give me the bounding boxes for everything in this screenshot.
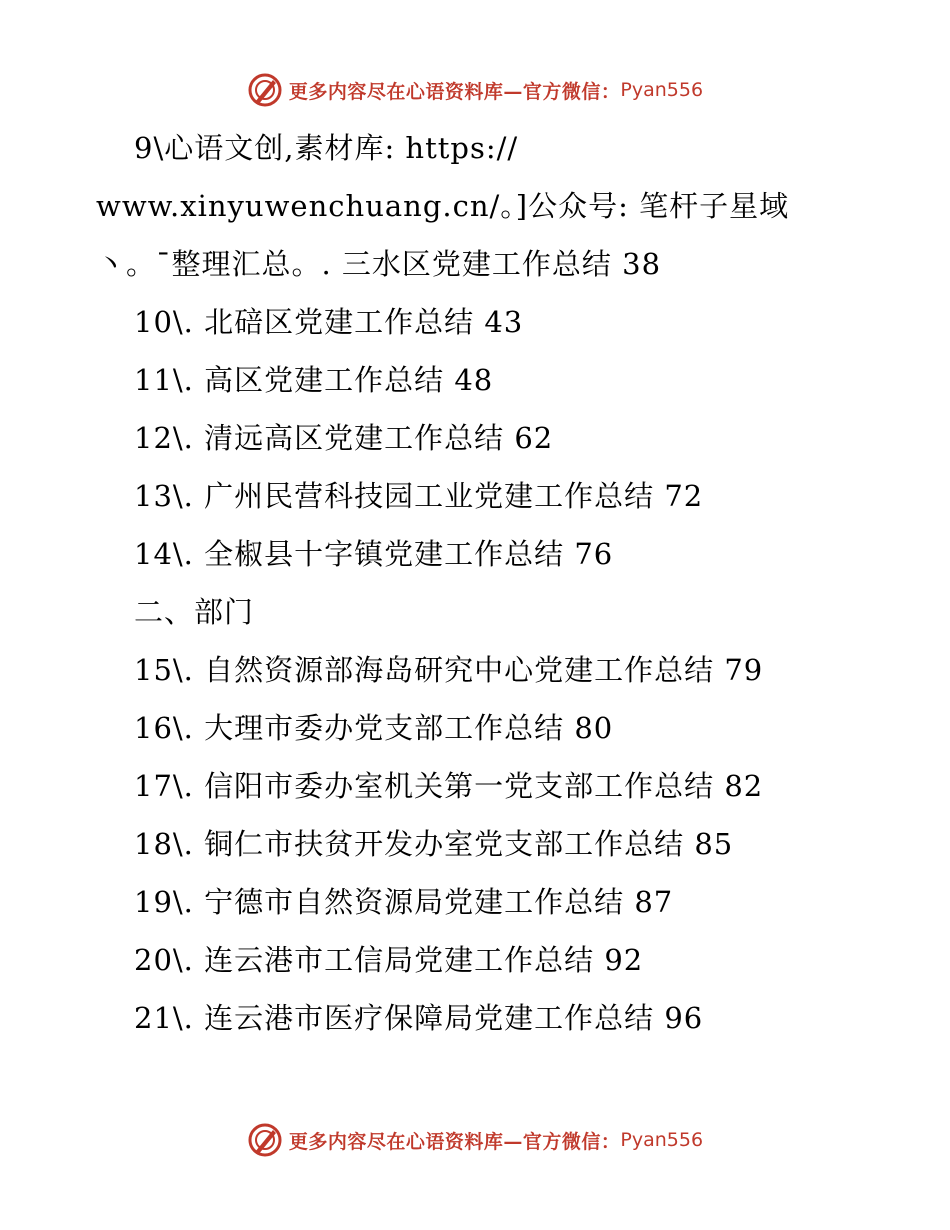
toc-item: 15\. 自然资源部海岛研究中心党建工作总结 79	[134, 653, 764, 687]
toc-item: 10\. 北碚区党建工作总结 43	[134, 305, 524, 339]
toc-item: 11\. 高区党建工作总结 48	[134, 363, 494, 397]
section-heading: 二、部门	[134, 595, 255, 629]
toc-item: 19\. 宁德市自然资源局党建工作总结 87	[134, 885, 674, 919]
header-banner	[0, 68, 950, 112]
text-line-2: www.xinyuwenchuang.cn/。]公众号: 笔杆子星域	[96, 189, 790, 223]
toc-item: 12\. 清远高区党建工作总结 62	[134, 421, 554, 455]
toc-item: 18\. 铜仁市扶贫开发办室党支部工作总结 85	[134, 827, 734, 861]
footer-banner	[0, 1118, 950, 1162]
header-promo-text: 更多内容尽在心语资料库—官方微信：	[288, 80, 621, 103]
header-wechat-id: Pyan556	[620, 79, 704, 101]
footer-promo-text: 更多内容尽在心语资料库—官方微信：	[288, 1130, 621, 1153]
text-line-3: 丶。¯整理汇总。. 三水区党建工作总结 38	[96, 247, 662, 281]
pen-logo-icon	[247, 1122, 283, 1158]
text-line-1: 9\心语文创,素材库: https://	[134, 131, 519, 165]
toc-item: 20\. 连云港市工信局党建工作总结 92	[134, 943, 644, 977]
footer-wechat-id: Pyan556	[620, 1129, 704, 1151]
pen-logo-icon	[247, 72, 283, 108]
toc-item: 21\. 连云港市医疗保障局党建工作总结 96	[134, 1001, 704, 1035]
toc-item: 14\. 全椒县十字镇党建工作总结 76	[134, 537, 614, 571]
toc-item: 13\. 广州民营科技园工业党建工作总结 72	[134, 479, 704, 513]
toc-item: 16\. 大理市委办党支部工作总结 80	[134, 711, 614, 745]
toc-item: 17\. 信阳市委办室机关第一党支部工作总结 82	[134, 769, 764, 803]
